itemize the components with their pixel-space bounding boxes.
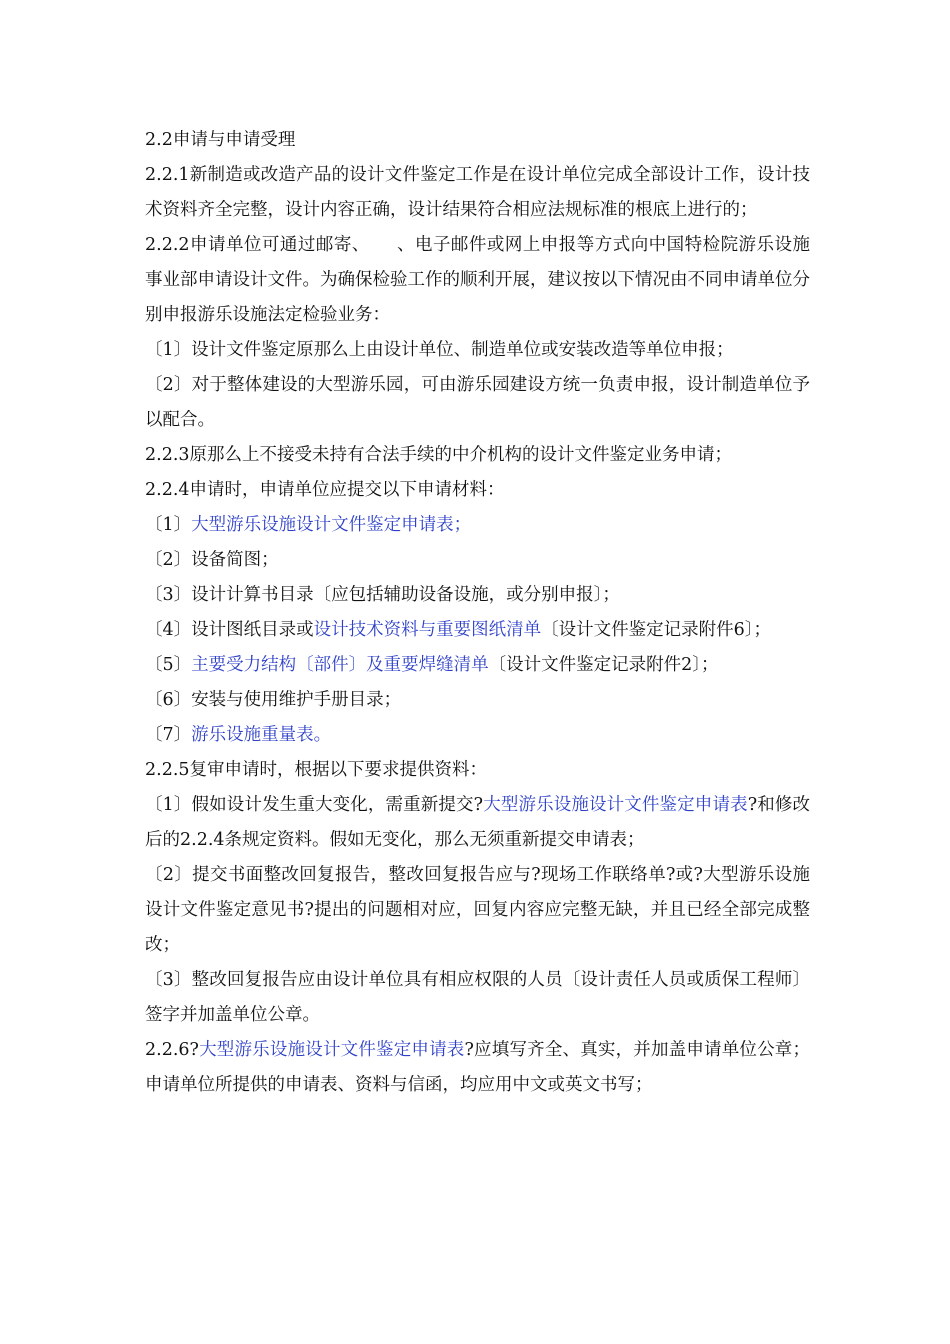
paragraph-text: 〔3〕整改回复报告应由设计单位具有相应权限的人员〔设计责任人员或质保工程师〕签字并加盖单位公章。: [145, 970, 810, 1025]
paragraph-text: ?和修改后的2.2.4条规定资料。假如无变化，那么无须重新提交申请表；: [145, 795, 811, 850]
paragraph-text: 〔设计文件鉴定记录附件2〕；: [488, 655, 719, 675]
paragraph-text: 〔1〕设计文件鉴定原那么上由设计单位、制造单位或安装改造等单位申报；: [145, 340, 734, 360]
link-text[interactable]: 设计技术资料与重要图纸清单: [313, 620, 542, 640]
paragraph-text: 〔设计文件鉴定记录附件6〕；: [541, 620, 772, 640]
paragraph-s2-2-4-1: [145, 508, 810, 543]
paragraph-text: 2.2.1新制造或改造产品的设计文件鉴定工作是在设计单位完成全部设计工作，设计技术资料齐全完整，设计内容正确，设计结果符合相应法规标准的根底上进行的；: [145, 165, 810, 220]
paragraph-s2-2-2: [145, 228, 810, 333]
paragraph-s2-2-1: [145, 158, 810, 228]
paragraph-text: 〔2〕对于整体建设的大型游乐园，可由游乐园建设方统一负责申报，设计制造单位予以配合。: [145, 375, 810, 430]
paragraph-text: 〔1〕假如设计发生重大变化，需重新提交?: [145, 795, 484, 815]
paragraph-text: 2.2.3原那么上不接受未持有合法手续的中介机构的设计文件鉴定业务申请；: [145, 445, 733, 465]
paragraph-s2-2-5: [145, 753, 810, 788]
paragraph-text: 〔5〕: [145, 655, 192, 675]
paragraph-s2-2-5-3: [145, 963, 810, 1033]
paragraph-text: 〔4〕设计图纸目录或: [145, 620, 314, 640]
document-body: [145, 123, 810, 1103]
paragraph-s2-2-4-5: [145, 648, 810, 683]
link-text[interactable]: 大型游乐设施设计文件鉴定申请表: [483, 795, 748, 815]
paragraph-text: 2.2.5复审申请时，根据以下要求提供资料：: [145, 760, 488, 780]
paragraph-s2-2-4-4: [145, 613, 810, 648]
paragraph-s2-2: [145, 123, 810, 158]
paragraph-text: 2.2.6?: [145, 1040, 199, 1060]
paragraph-text: 2.2.4申请时，申请单位应提交以下申请材料：: [145, 480, 505, 500]
paragraph-text: 〔1〕: [145, 515, 192, 535]
paragraph-s2-2-2-2: [145, 368, 810, 438]
paragraph-text: 2.2申请与申请受理: [145, 130, 296, 150]
link-text[interactable]: 主要受力结构〔部件〕及重要焊缝清单: [191, 655, 489, 675]
paragraph-text: 2.2.2申请单位可通过邮寄、 、电子邮件或网上申报等方式向中国特检院游乐设施事业部申请设计文件。为确保检验工作的顺利开展，建议按以下情况由不同申请单位分别申报游乐设施法定检验业务：: [145, 235, 810, 325]
paragraph-text: 〔2〕提交书面整改回复报告，整改回复报告应与?现场工作联络单?或?大型游乐设施设计文件鉴定意见书?提出的问题相对应，回复内容应完整无缺，并且已经全部完成整改；: [145, 865, 810, 955]
link-text[interactable]: 大型游乐设施设计文件鉴定申请表；: [191, 515, 472, 535]
link-text[interactable]: 游乐设施重量表。: [191, 725, 332, 745]
paragraph-s2-2-5-1: [145, 788, 810, 858]
paragraph-s2-2-4-6: [145, 683, 810, 718]
paragraph-s2-2-3: [145, 438, 810, 473]
paragraph-text: 〔3〕设计计算书目录〔应包括辅助设备设施，或分别申报〕；: [145, 585, 620, 605]
paragraph-s2-2-2-1: [145, 333, 810, 368]
paragraph-text: 〔7〕: [145, 725, 192, 745]
paragraph-s2-2-4: [145, 473, 810, 508]
paragraph-s2-2-6: [145, 1033, 810, 1103]
paragraph-s2-2-4-2: [145, 543, 810, 578]
paragraph-s2-2-4-3: [145, 578, 810, 613]
paragraph-text: 〔6〕安装与使用维护手册目录；: [145, 690, 402, 710]
paragraph-text: 〔2〕设备简图；: [145, 550, 279, 570]
paragraph-s2-2-5-2: [145, 858, 810, 963]
paragraph-text: ?应填写齐全、真实，并加盖申请单位公章；申请单位所提供的申请表、资料与信函，均应用中文或英文书写；: [145, 1040, 810, 1095]
paragraph-s2-2-4-7: [145, 718, 810, 753]
link-text[interactable]: 大型游乐设施设计文件鉴定申请表: [198, 1040, 465, 1060]
